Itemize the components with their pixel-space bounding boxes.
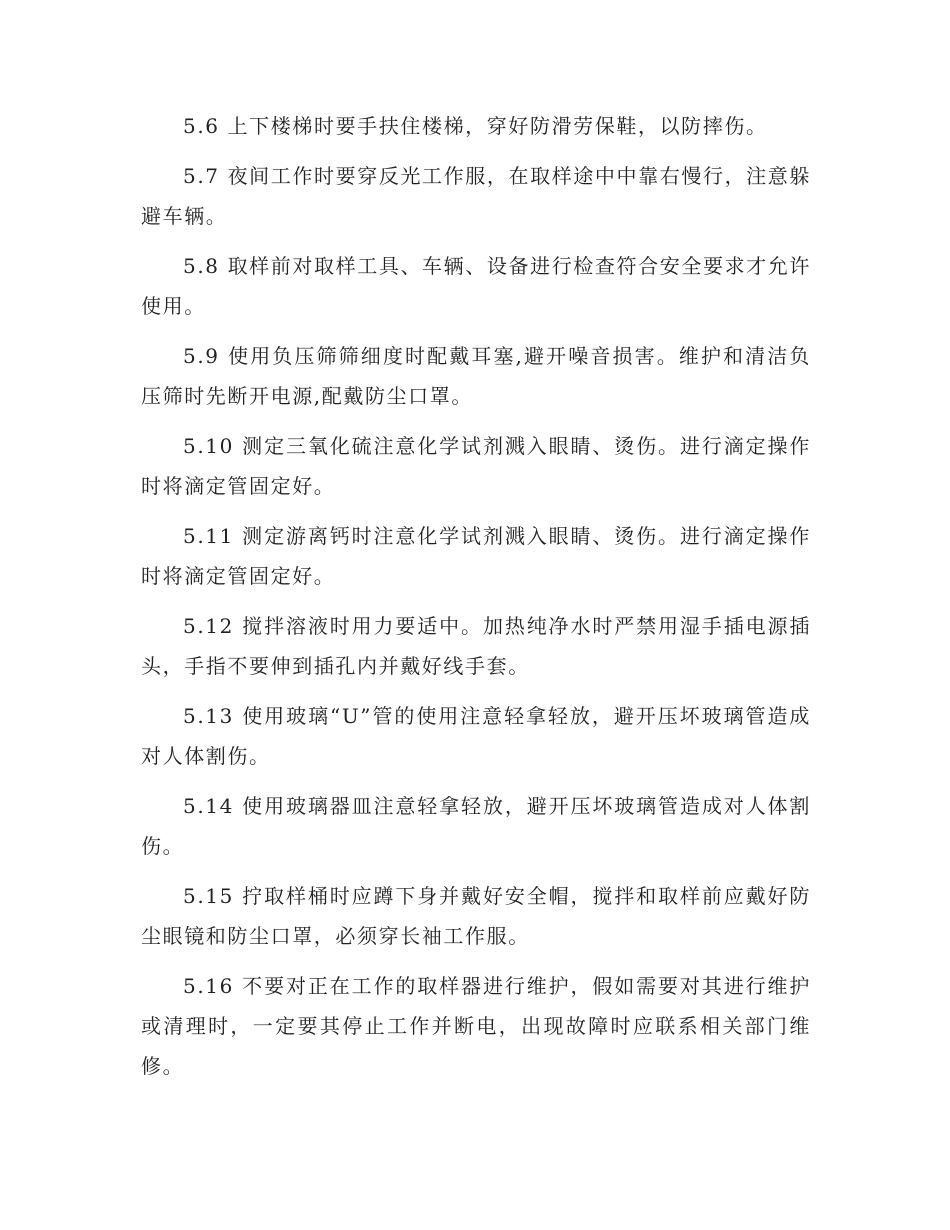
paragraph-5-7: 5.7 夜间工作时要穿反光工作服，在取样途中中靠右慢行，注意躲避车辆。: [141, 164, 811, 228]
paragraph-5-15: 5.15 拧取样桶时应蹲下身并戴好安全帽，搅拌和取样前应戴好防尘眼镜和防尘口罩，必须穿长袖工作服。: [141, 884, 811, 948]
document-body: [141, 106, 811, 1096]
paragraph-5-10: 5.10 测定三氧化硫注意化学试剂溅入眼睛、烫伤。进行滴定操作时将滴定管固定好。: [141, 434, 811, 498]
paragraph-5-8: 5.8 取样前对取样工具、车辆、设备进行检查符合安全要求才允许使用。: [141, 254, 811, 318]
paragraph-5-12: 5.12 搅拌溶液时用力要适中。加热纯净水时严禁用湿手插电源插头，手指不要伸到插孔内并戴好线手套。: [141, 614, 811, 678]
paragraph-5-6: 5.6 上下楼梯时要手扶住楼梯，穿好防滑劳保鞋，以防摔伤。: [183, 114, 768, 138]
paragraph-5-13: 5.13 使用玻璃“U”管的使用注意轻拿轻放，避开压坏玻璃管造成对人体割伤。: [141, 704, 811, 768]
paragraph-5-9: 5.9 使用负压筛筛细度时配戴耳塞,避开噪音损害。维护和清洁负压筛时先断开电源,配戴防尘口罩。: [141, 344, 811, 408]
paragraph-5-14: 5.14 使用玻璃器皿注意轻拿轻放，避开压坏玻璃管造成对人体割伤。: [141, 794, 811, 858]
paragraph-5-11: 5.11 测定游离钙时注意化学试剂溅入眼睛、烫伤。进行滴定操作时将滴定管固定好。: [141, 524, 811, 588]
paragraph-5-16: 5.16 不要对正在工作的取样器进行维护，假如需要对其进行维护或清理时，一定要其停止工作并断电，出现故障时应联系相关部门维修。: [141, 974, 811, 1078]
